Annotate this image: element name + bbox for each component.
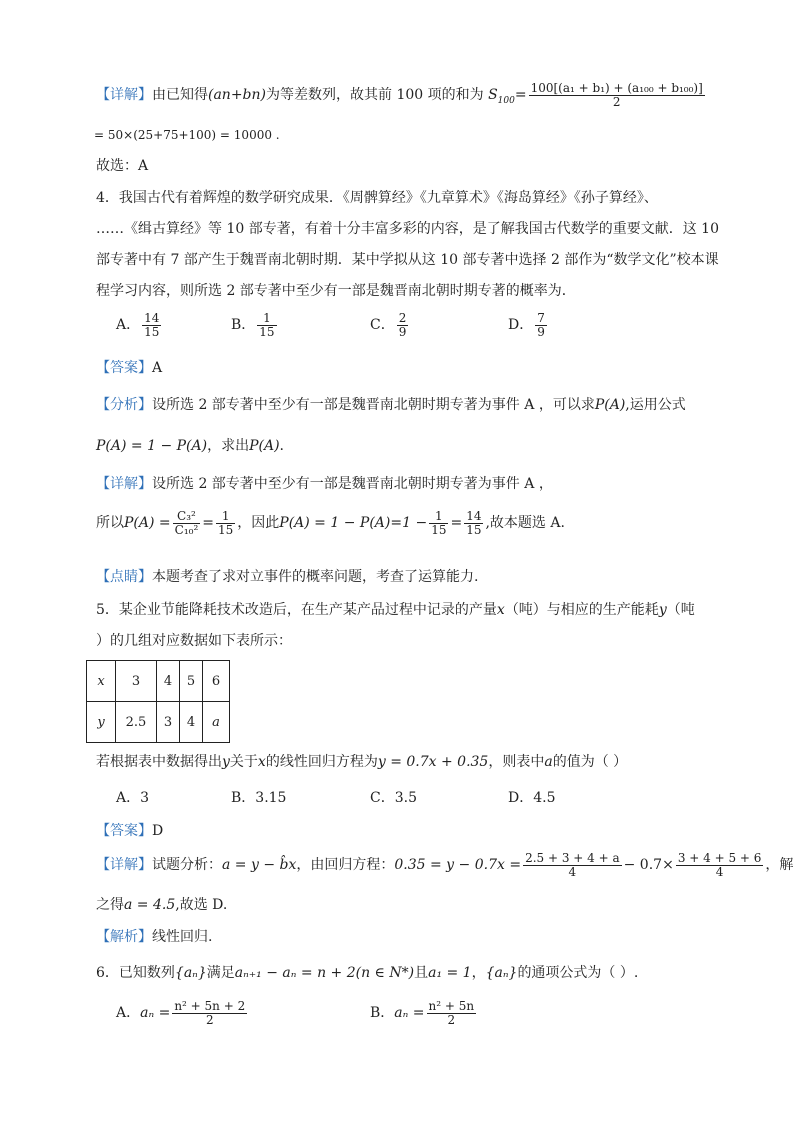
answer-tag: 【答案】 [96,823,152,839]
detail-tag: 【详解】 [96,857,152,874]
q4-option-a: A． $\frac{14}{15}$ [116,311,160,339]
q5-answer-line: 【答案】D [96,823,164,839]
comment-tag: 【点睛】 [96,569,152,585]
q5-question-line: 若根据表中数据得出y关于x的线性回归方程为y = 0.7x + 0.35，则表中a的值为（ ） [96,754,628,770]
q4-solution-line: 所以P(A) = $\frac{\text{C₃²}}{\text{C₁₀²}}$ = $\frac{1}{15}$ ，因此P(A) = 1 − P(A)=1 − $\frac{1}{15}$ = $\frac{14}{15}$ ,故本题选 A. [96,509,565,537]
q4-stem-line-4: 程学习内容，则所选 2 部专著中至少有一部是魏晋南北朝时期专著的概率为． [96,283,576,299]
q6-option-b: B．aₙ = $\frac{\text{n² + 5n}}{2}$ [370,999,475,1027]
q4-stem-line-2: ……《缉古算经》等 10 部专著，有着十分丰富多彩的内容，是了解我国古代数学的重要文献．这 10 [96,221,719,237]
q5-option-d: D．4.5 [508,790,556,806]
q6-stem-line: 6．已知数列{aₙ}满足aₙ₊₁ − aₙ = n + 2(n ∈ N*)且a₁ = 1，{aₙ}的通项公式为（ ）. [96,965,639,981]
table-row: x 3 4 5 6 [87,661,230,702]
q4-comment-line: 【点睛】本题考查了求对立事件的概率问题，考查了运算能力. [96,569,479,585]
q3-detail-text2: 为等差数列，故其前 100 项的和为 [266,87,484,104]
q6-option-a: A．aₙ = $\frac{\text{n² + 5n + 2}}{2}$ [116,999,246,1027]
table-row: y 2.5 3 4 a [87,702,230,743]
q5-stem-line-2: ）的几组对应数据如下表所示： [96,633,292,649]
q4-stem-line-1: 4．我国古代有着辉煌的数学研究成果．《周髀算经》《九章算术》《海岛算经》《孙子算经》、 [96,190,658,206]
sum-symbol: $S_{100}$ [488,87,515,106]
q4-option-c: C． $\frac{2}{9}$ [370,311,407,339]
q4-answer-line [96,358,698,378]
q4-analysis-line: 【分析】设所选 2 部专著中至少有一部是魏晋南北朝时期专著为事件 A ，可以求P(A),运用公式 [96,397,686,413]
answer-tag: 【答案】 [96,360,152,376]
q5-solve-line: 之得a = 4.5,故选 D. [96,897,228,913]
q5-analysis-line: 【解析】线性回归. [96,929,213,945]
q4-answer: A [152,360,163,376]
detail-tag: 【详解】 [96,87,152,104]
data-table [86,660,230,743]
q4-stem-line-3: 部专著中有 7 部产生于魏晋南北朝时期．某中学拟从这 10 部专著中选择 2 部作为“数学文化”校本课 [96,252,719,268]
q5-option-b: B．3.15 [231,790,287,806]
q3-calc: = 50×(25+75+100) = 10000 . [94,128,280,142]
analysis-tag: 【分析】 [96,397,152,413]
q3-detail-line: 【详解】由已知得(an+bn)为等差数列，故其前 100 项的和为 $S_{100}=$ $\frac{\text{100[(a₁ + b₁) + (a₁₀₀ + b₁₀₀)]}}{2}$ [96,81,703,109]
q3-answer: 故选：A [96,158,149,174]
q4-formula-line: P(A) = 1 − P(A)，求出P(A). [96,438,284,454]
q5-stem-line-1: 5．某企业节能降耗技术改造后，在生产某产品过程中记录的产量x（吨）与相应的生产能耗y（吨 [96,602,695,618]
q4-detail-line: 【详解】设所选 2 部专著中至少有一部是魏晋南北朝时期专著为事件 A ， [96,476,553,492]
detail-tag: 【详解】 [96,476,152,492]
sum-fraction: $\frac{\text{100[(a₁ + b₁) + (a₁₀₀ + b₁₀₀)]}}{2}$ [530,81,703,109]
q4-option-b: B． $\frac{1}{15}$ [231,311,275,339]
q3-detail-text: 由已知得 [152,87,208,104]
q5-detail-line: 【详解】试题分析：a = y − b̂x，由回归方程：0.35 = y − 0.7x = $\frac{2.5 + 3 + 4 + a}{4}$ − 0.7× $\frac{3 + 4 + 5 + 6}{4}$ ，解 [96,851,794,879]
q5-option-c: C．3.5 [370,790,417,806]
q3-detail-expr: (an+bn) [208,87,266,104]
q5-option-a: A．3 [116,790,150,806]
analysis-tag: 【解析】 [96,929,152,945]
q4-option-d: D． $\frac{7}{9}$ [508,311,545,339]
